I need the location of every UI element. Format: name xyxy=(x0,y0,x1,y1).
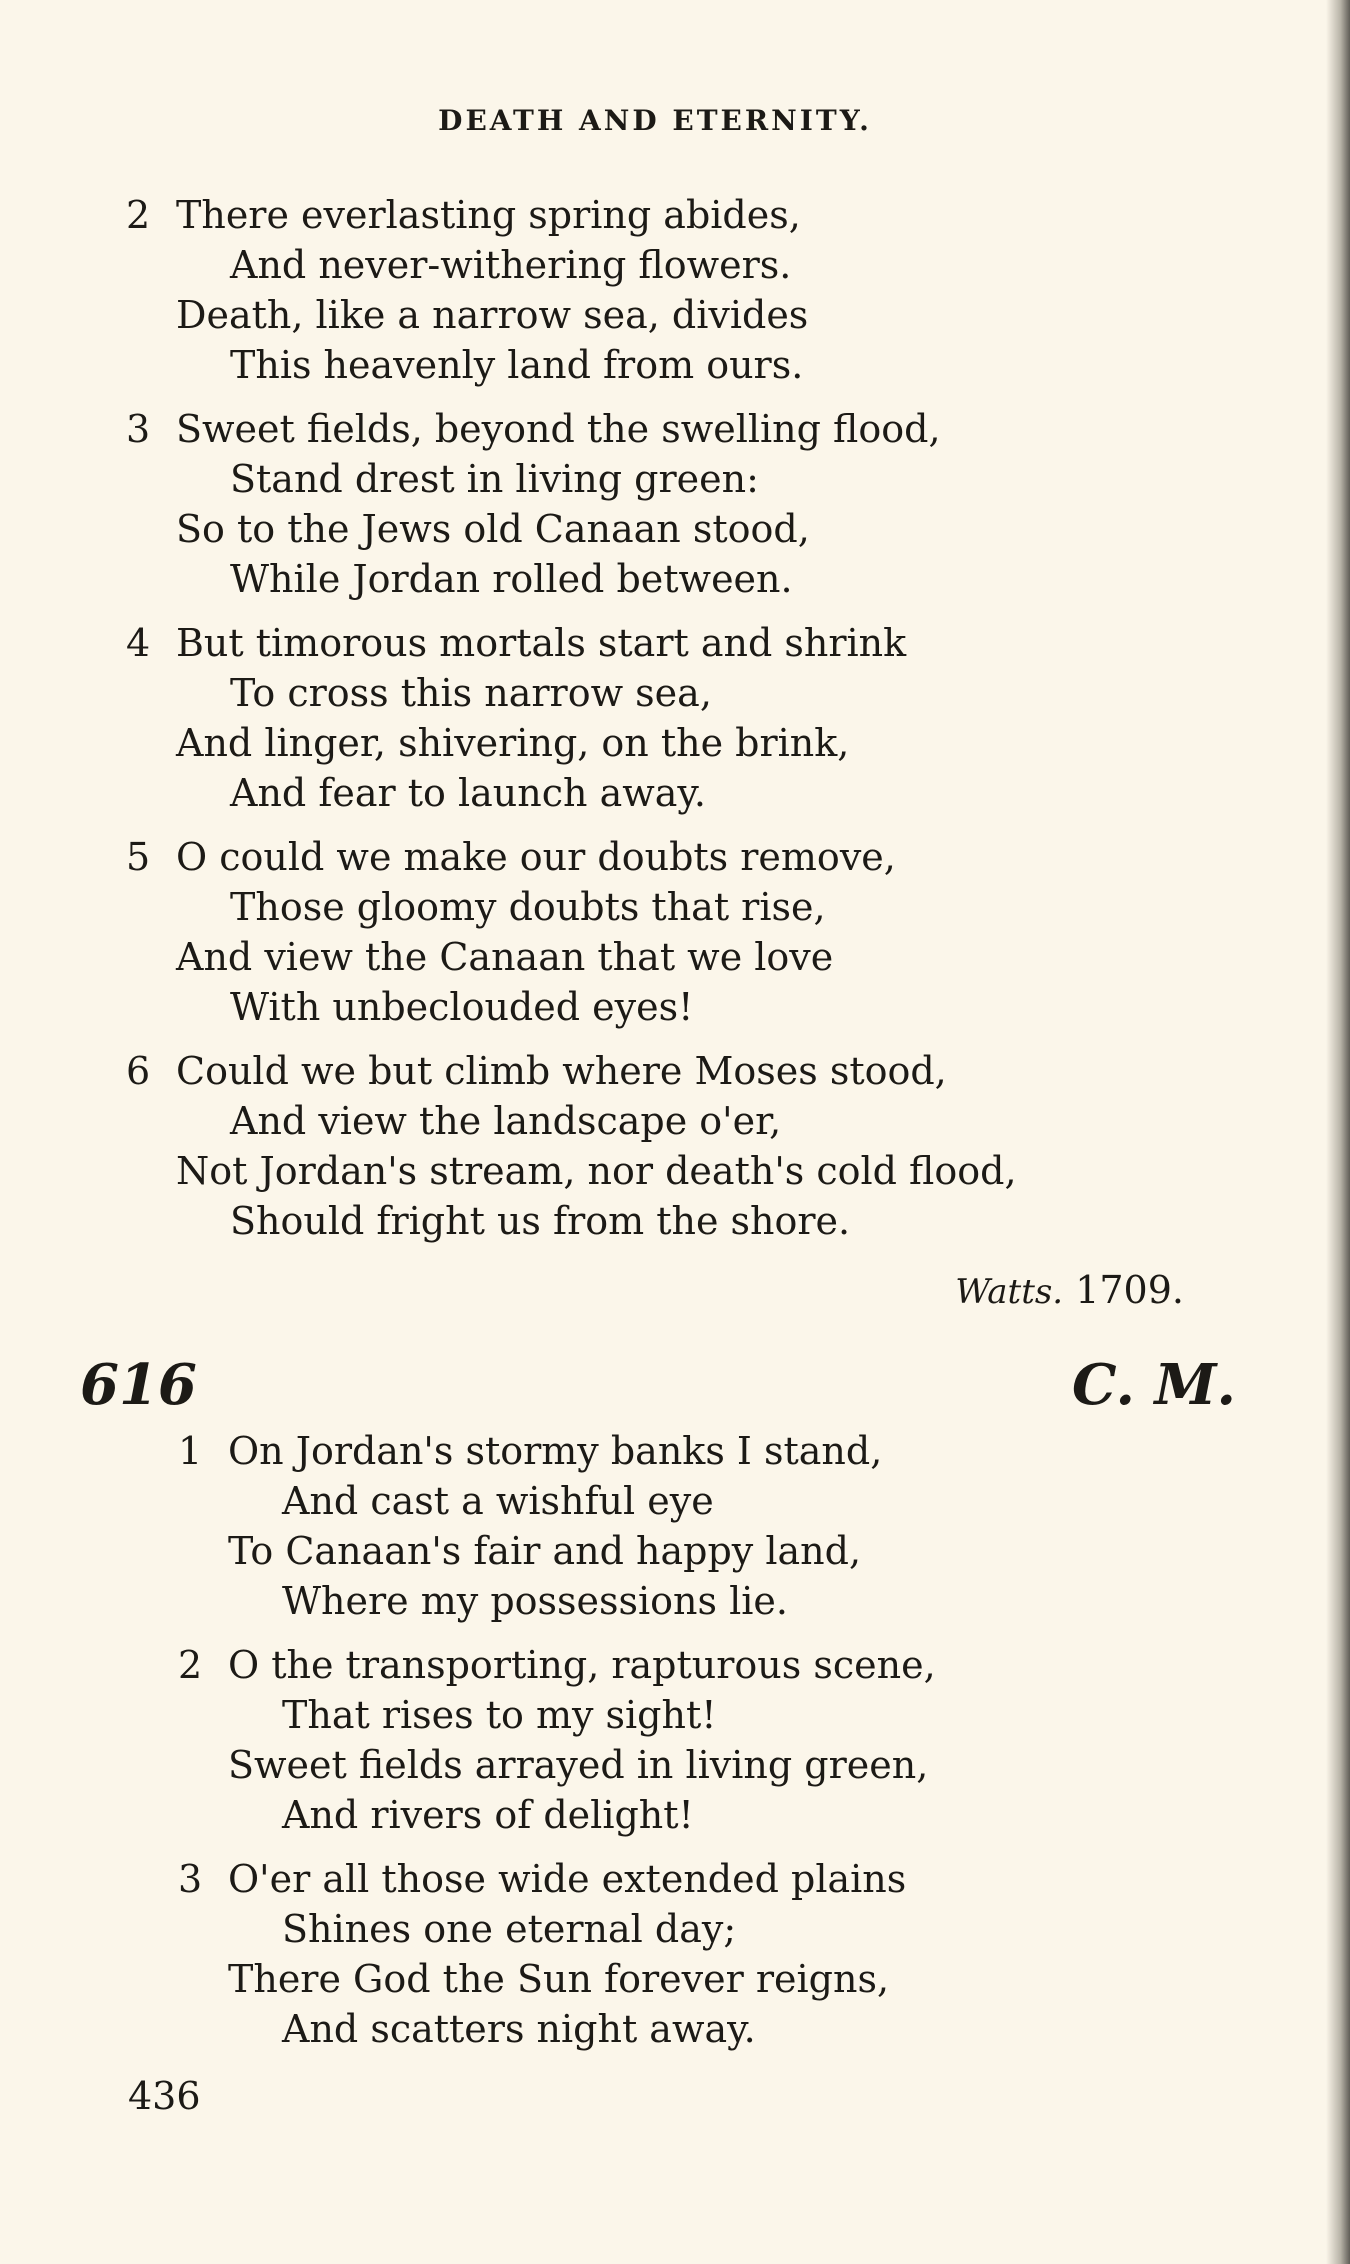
stanza-number: 5 xyxy=(126,835,151,879)
verse-line: And never-withering flowers. xyxy=(230,243,792,287)
year: 1709. xyxy=(1075,1268,1184,1312)
verse-line: Sweet fields arrayed in living green, xyxy=(228,1743,929,1787)
verse-line: Stand drest in living green: xyxy=(230,457,759,501)
verse-line: And rivers of delight! xyxy=(282,1793,694,1837)
verse-line: On Jordan's stormy banks I stand, xyxy=(228,1429,883,1473)
verse-line: And view the Canaan that we love xyxy=(176,935,834,979)
verse-line: Should fright us from the shore. xyxy=(230,1199,851,1243)
hymn-meter: C. M. xyxy=(1071,1352,1236,1418)
verse-line: And view the landscape o'er, xyxy=(230,1099,782,1143)
running-head: DEATH AND ETERNITY. xyxy=(438,104,872,137)
verse-line: To cross this narrow sea, xyxy=(230,671,712,715)
verse-line: That rises to my sight! xyxy=(282,1693,717,1737)
verse-line: Where my possessions lie. xyxy=(282,1579,788,1623)
author: Watts. xyxy=(955,1272,1064,1312)
verse-line: With unbeclouded eyes! xyxy=(230,985,694,1029)
verse-line: There everlasting spring abides, xyxy=(176,193,801,237)
verse-line: And cast a wishful eye xyxy=(282,1479,714,1523)
page-number: 436 xyxy=(128,2074,201,2118)
attribution xyxy=(955,1268,1184,1312)
verse-line: This heavenly land from ours. xyxy=(230,343,804,387)
verse-line: O could we make our doubts remove, xyxy=(176,835,896,879)
stanza-number: 3 xyxy=(126,407,151,451)
stanza-number: 2 xyxy=(178,1643,203,1687)
stanza-number: 4 xyxy=(126,621,151,665)
verse-line: Shines one eternal day; xyxy=(282,1907,737,1951)
verse-line: Could we but climb where Moses stood, xyxy=(176,1049,947,1093)
verse-line: And linger, shivering, on the brink, xyxy=(176,721,850,765)
verse-line: There God the Sun forever reigns, xyxy=(228,1957,890,2001)
verse-line: To Canaan's fair and happy land, xyxy=(228,1529,862,1573)
verse-line: But timorous mortals start and shrink xyxy=(176,621,907,665)
stanza-number: 2 xyxy=(126,193,151,237)
stanza-number: 1 xyxy=(178,1429,203,1473)
stanza-number: 6 xyxy=(126,1049,151,1093)
verse-line: And scatters night away. xyxy=(282,2007,756,2051)
stanza-number: 3 xyxy=(178,1857,203,1901)
verse-line: Sweet fields, beyond the swelling flood, xyxy=(176,407,941,451)
verse-line: O'er all those wide extended plains xyxy=(228,1857,907,1901)
verse-line: O the transporting, rapturous scene, xyxy=(228,1643,936,1687)
hymn-number: 616 xyxy=(80,1352,197,1418)
verse-line: Death, like a narrow sea, divides xyxy=(176,293,809,337)
verse-line: While Jordan rolled between. xyxy=(230,557,793,601)
verse-line: Those gloomy doubts that rise, xyxy=(230,885,826,929)
verse-line: And fear to launch away. xyxy=(230,771,706,815)
verse-line: So to the Jews old Canaan stood, xyxy=(176,507,810,551)
verse-line: Not Jordan's stream, nor death's cold flood, xyxy=(176,1149,1017,1193)
page-edge-shadow xyxy=(1326,0,1350,2264)
